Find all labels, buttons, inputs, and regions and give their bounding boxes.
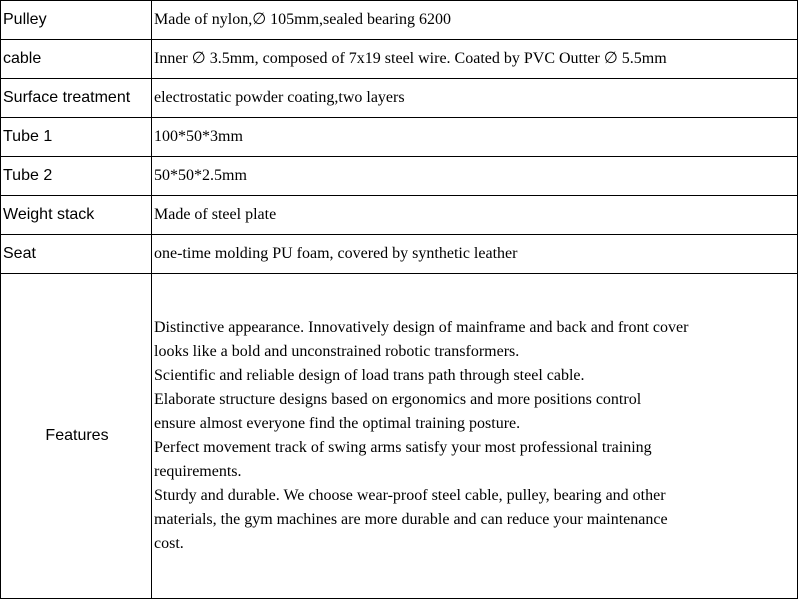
row-value-tube-1: 100*50*3mm	[152, 118, 798, 157]
features-line: cost.	[154, 535, 184, 552]
row-label-tube-2: Tube 2	[1, 157, 152, 196]
row-label-tube-1: Tube 1	[1, 118, 152, 157]
features-line: Distinctive appearance. Innovatively design of mainframe and back and front cover	[154, 319, 689, 336]
row-label-cable: cable	[1, 40, 152, 79]
features-line: Elaborate structure designs based on ergonomics and more positions control	[154, 391, 642, 408]
row-label-features: Features	[1, 274, 152, 599]
row-value-cable: Inner ∅ 3.5mm, composed of 7x19 steel wire. Coated by PVC Outter ∅ 5.5mm	[152, 40, 798, 79]
features-line: Sturdy and durable. We choose wear-proof steel cable, pulley, bearing and other	[154, 487, 666, 504]
table-row-weight-stack	[1, 196, 798, 235]
table-row-tube-1	[1, 118, 798, 157]
table-row-tube-2	[1, 157, 798, 196]
features-line: Scientific and reliable design of load trans path through steel cable.	[154, 367, 585, 384]
row-value-seat: one-time molding PU foam, covered by synthetic leather	[152, 235, 798, 274]
row-value-surface-treatment: electrostatic powder coating,two layers	[152, 79, 798, 118]
row-label-surface-treatment: Surface treatment	[1, 79, 152, 118]
table-row-features	[1, 274, 798, 599]
table-row-pulley	[1, 1, 798, 40]
table-row-seat	[1, 235, 798, 274]
table-row-surface-treatment	[1, 79, 798, 118]
row-label-seat: Seat	[1, 235, 152, 274]
features-line: ensure almost everyone find the optimal training posture.	[154, 415, 521, 432]
row-label-weight-stack: Weight stack	[1, 196, 152, 235]
features-line: looks like a bold and unconstrained robotic transformers.	[154, 343, 520, 360]
features-line: materials, the gym machines are more durable and can reduce your maintenance	[154, 511, 668, 528]
features-line: Perfect movement track of swing arms satisfy your most professional training	[154, 439, 652, 456]
row-label-pulley: Pulley	[1, 1, 152, 40]
table-row-cable	[1, 40, 798, 79]
row-value-weight-stack: Made of steel plate	[152, 196, 798, 235]
row-value-pulley: Made of nylon,∅ 105mm,sealed bearing 6200	[152, 1, 798, 40]
row-value-features	[152, 274, 798, 599]
features-line: requirements.	[154, 463, 242, 480]
row-value-tube-2: 50*50*2.5mm	[152, 157, 798, 196]
